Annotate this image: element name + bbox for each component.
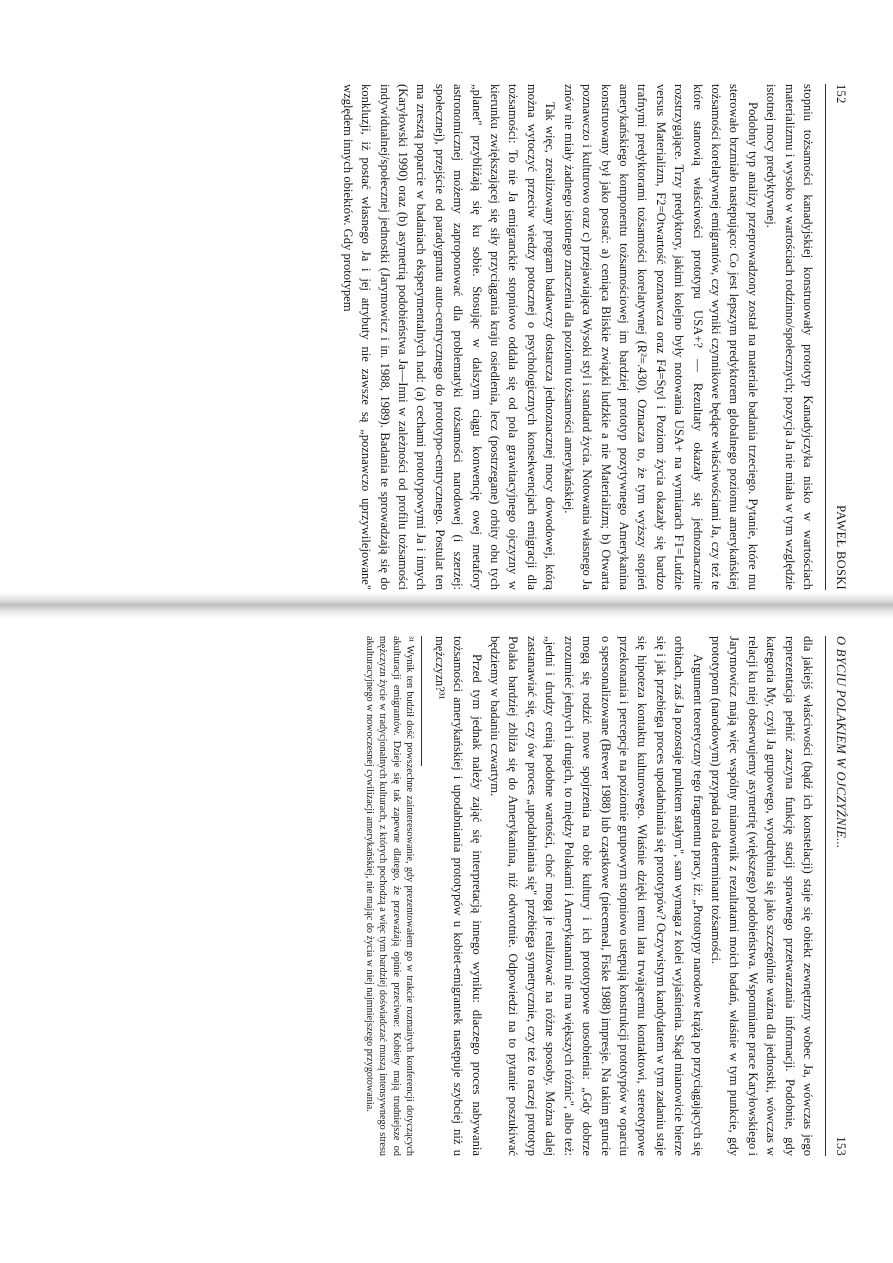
paragraph: Tak więc, zrealizowany program badawczy dostarcza jednoznacznej mocy dowodowej, którą można wytoczyć przeciw wiedzy potocznej o psychologicznych konsekwencjach emigracji dla tożsamości: To nie Ja emigranckie stopniowo oddala się od pola grawitacyjnego ojczyzny w kierunku zwiększającej się siły przyciągania kraju osiedlenia, lecz (postrzegane) orbity obu tych „planet" przybliżają się ku sobie. Stosując w dalszym ciągu konwencję owej metafory astronomicznej możemy zaproponować dla problematyki tożsamości narodowej (i szerzej: społecznej), przejście od paradygmatu auto-centrycznego do prototypo-centrycznego. Postulat ten ma zresztą poparcie w badaniach eksperymentalnych nad: (a) cechami prototypowymi Ja i innych (Karyłowski 1990) oraz (b) asymetrią podobieństwa Ja—Inni w zależności od profilu tożsamości indywidualnej/społecznej jednostki (Jarymowicz i in. 1988, 1989). Badania te sprowadzają się do konkluzji, iż postać własnego Ja i jej atrybuty nie zawsze są „poznawczo uprzywilejowane" względem innych obiektów. Gdy prototypem: [340, 84, 558, 590]
footnote-31: ³¹ Wynik ten budził dość powszechne zainteresowanie, gdy prezentowałem go w trakcie rozmaitych konferencji dotyczących akulturacji emigrantów. Dzieje się tak zapewne dlatego, że przeważają opinie przeciwne: Kobiety mają trudniejsze od mężczyzn życie w tradycjonalnych kulturach, z których pochodzą a więc tym bardziej doświadczać muszą intensywnego stresu akulturacyjnego w nowoczesnej cywilizacji amerykańskiej, nie mając do życia w niej najmniejszego przygotowania.: [363, 636, 416, 1156]
page-number-right: 153: [834, 1136, 848, 1156]
running-head-author: PAWEŁ BOSKI: [834, 505, 848, 590]
running-head-title: O BYCIU POLAKIEM W OJCZYŹNIE...: [834, 636, 848, 849]
book-gutter-shadow: [0, 592, 893, 618]
page-body-right: [430, 636, 817, 1156]
paragraph: Argument teoretyczny tego fragmentu pracy, iż: „Prototypy narodowe krążą po przyciągających się orbitach, zaś Ja pozostaje punktem stałym", sam wymaga z kolei wyjaśnienia. Skąd mianowicie bierze się i jak przebiega proces upodabniania się prototypów? Oczywistym kandydatem w tym zadaniu staje się hipoteza kontaktu kulturowego. Właśnie dzięki temu lata trwającemu kontaktowi, stereotypowe przekonania i percepcje na poziomie grupowym stopniowo ustępują konstrukcji prototypów w oparciu o spersonalizowane (Brewer 1988) lub cząstkowe (piecemeal, Fiske 1988) impresje. Na takim gruncie mogą się rodzić nowe spojrzenia na obie kultury i ich prototypowe uosobienia: „Gdy dobrze zrozumieć jednych i drugich, to między Polakami i Amerykanami nie ma większych różnic", albo też: „jedni i drudzy cenią podobne wartości, choć mogą je realizować na różne sposoby. Można dalej zastanawiać się, czy ów proces „upodabniania się" przebiega symetrycznie, czy też to raczej prototyp Polaka bardziej zbliża się do Amerykanina, niż odwrotnie. Odpowiedzi na to pytanie poszukiwać będziemy w badaniu czwartym.: [488, 636, 705, 1156]
page-number-left: 152: [834, 84, 848, 104]
paragraph: stopniu tożsamości kanadyjskiej konstruowały prototyp Kanadyjczyka nisko w wartościach materializmu i wysoko w wartościach rodzinno/społecznych; pozycja Ja nie miała w tym względzie istotnej mocy predyktywnej.: [764, 84, 815, 590]
page-152: [113, 84, 848, 590]
running-head-right: [825, 636, 848, 1156]
paragraph: dla jakiejś właściwości (bądź ich konstelacji) staje się obiekt zewnętrzny wobec Ja, wówczas jego reprezentacja pełnić zaczyna funkcję stacji sprawnego przetwarzania informacji. Podobnie, gdy kategoria My, czyli Ja grupowego, wyodrębnia się jako szczególnie ważna dla jednostki, wówczas w relacji ku niej obserwujemy asymetrię (większego) podobieństwa. Wspomniane prace Karyłowskiego i Jarymowicz mają więc wspólny mianownik z rezultatami moich badań, właśnie w tym punkcie, gdy prototypom (narodowym) przypada rola determinant tożsamości.: [708, 636, 815, 1156]
page-body-left: [338, 84, 817, 590]
footnote-divider: [421, 636, 422, 766]
running-head-left: [825, 84, 848, 590]
paragraph: Podobny typ analizy przeprowadzony został na materiale badania trzeciego. Pytanie, które mu sterowało brzmiało następująco: Co jest lepszym predyktorem globalnego poziomu amerykańskiej tożsamości korelatywnej emigrantów, czy wyniki czynnikowe będące właściwościami Ja, czy też te które stanowią właściwości prototypu USA+? — Rezultaty okazały się jednoznacznie rozstrzygające. Trzy predyktory, jakimi kolejno były notowania USA+ na wymiarach F1=Ludzie versus Materializm, F2=Otwartość poznawcza oraz F4=Styl i Poziom życia okazały się bardzo trafnymi predyktorami tożsamości korelatywnej (R²=.430). Oznacza to, że tym wyższy stopień amerykańskiego komponentu tożsamościowej im bardziej prototyp pozytywnego Amerykanina konstruowany był jako postać: a) ceniąca Bliskie związki ludzkie a nie Materializm; b) Otwarta poznawczo i kulturowo oraz c) przejawiająca Wysoki styl i standard życia. Notowania własnego Ja znów nie miały żadnego istotnego znaczenia dla poziomu tożsamości amerykańskiej.: [561, 84, 760, 590]
page-153: [113, 636, 848, 1156]
paragraph: Przed tym jednak należy zająć się interpretacją innego wyniku: dlaczego proces nabywania tożsamości amerykańskiej i upodabniania prototypów u kobiet-emigrantek następuje szybciej niż u mężczyzn?³¹: [432, 636, 484, 1156]
